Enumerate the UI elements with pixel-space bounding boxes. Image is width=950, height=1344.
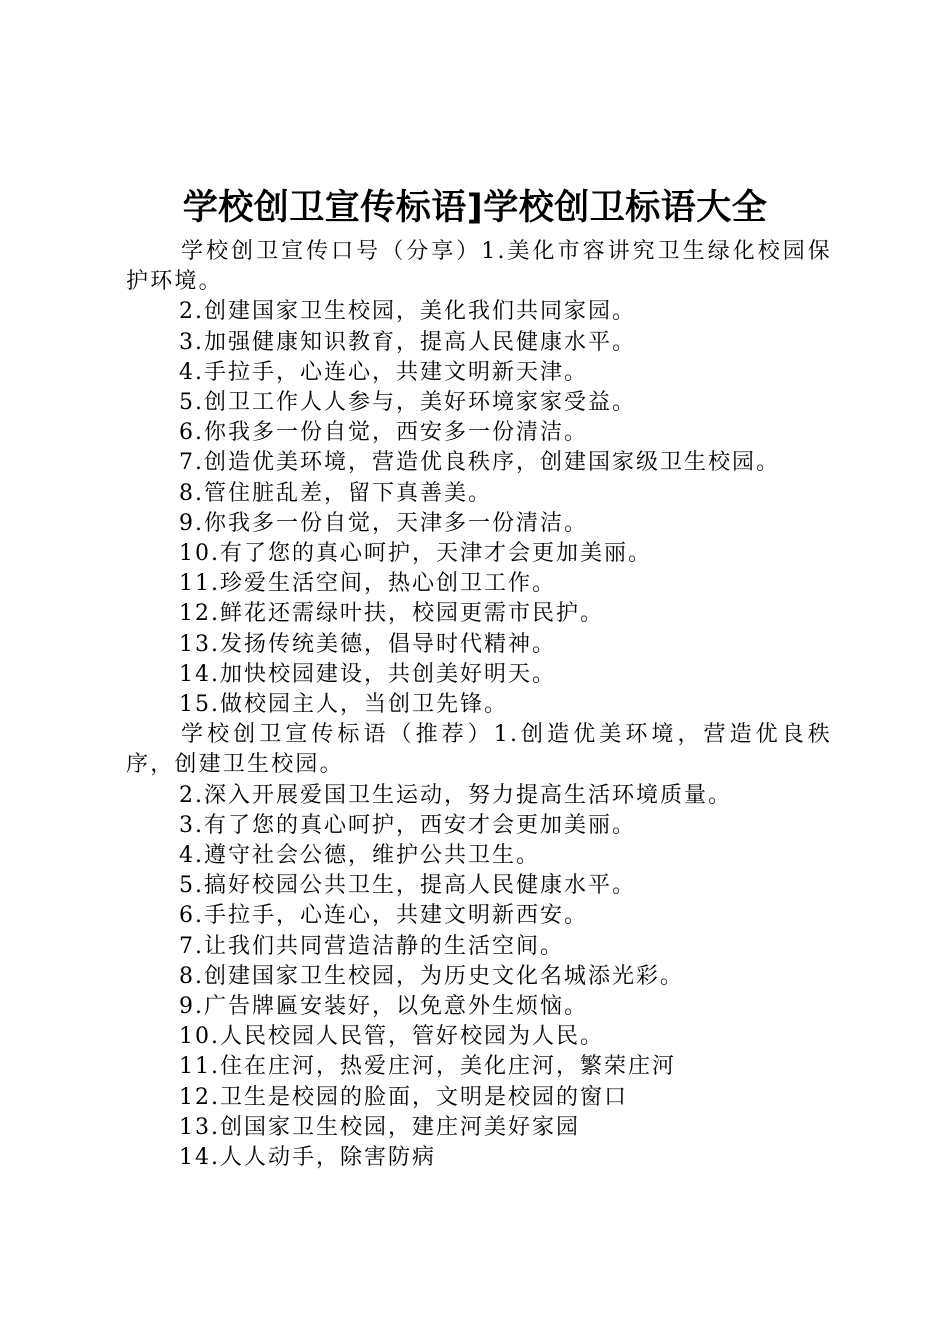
section-1-intro: 学校创卫宣传口号（分享）1.美化市容讲究卫生绿化校园保护环境。 — [126, 239, 832, 295]
section-1-list-item: 14.加快校园建设，共创美好明天。 — [179, 661, 556, 687]
document-title: 学校创卫宣传标语]学校创卫标语大全 — [182, 188, 768, 228]
section-1-list-item: 5.创卫工作人人参与，美好环境家家受益。 — [179, 390, 636, 416]
section-1-list-item: 12.鲜花还需绿叶扶，校园更需市民护。 — [179, 601, 604, 627]
document-body — [126, 237, 832, 1173]
section-1-list-item: 6.你我多一份自觉，西安多一份清洁。 — [179, 420, 588, 446]
section-2-list-item: 5.搞好校园公共卫生，提高人民健康水平。 — [179, 873, 636, 899]
section-1-list-item: 15.做校园主人，当创卫先锋。 — [179, 692, 508, 718]
section-2-list — [126, 781, 832, 1174]
section-2-list-item: 12.卫生是校园的脸面，文明是校园的窗口 — [179, 1084, 628, 1110]
section-1-list-item: 2.创建国家卫生校园，美化我们共同家园。 — [179, 299, 636, 325]
section-2-list-item: 7.让我们共同营造洁静的生活空间。 — [179, 933, 564, 959]
section-2-list-item: 6.手拉手，心连心，共建文明新西安。 — [179, 903, 588, 929]
section-1-list-item: 4.手拉手，心连心，共建文明新天津。 — [179, 359, 588, 385]
section-2-intro: 学校创卫宣传标语（推荐）1.创造优美环境，营造优良秩序，创建卫生校园。 — [126, 722, 832, 778]
section-1-list-item: 10.有了您的真心呵护，天津才会更加美丽。 — [179, 541, 652, 567]
section-2-list-item: 2.深入开展爱国卫生运动，努力提高生活环境质量。 — [179, 782, 732, 808]
section-1-list-item: 13.发扬传统美德，倡导时代精神。 — [179, 631, 556, 657]
section-2-list-item: 13.创国家卫生校园，建庄河美好家园 — [179, 1114, 580, 1140]
section-2-list-item: 11.住在庄河，热爱庄河，美化庄河，繁荣庄河 — [179, 1054, 676, 1080]
section-1-list-item: 7.创造优美环境，营造优良秩序，创建国家级卫生校园。 — [179, 450, 780, 476]
section-2-list-item: 3.有了您的真心呵护，西安才会更加美丽。 — [179, 812, 636, 838]
section-1-list — [126, 297, 832, 720]
section-1-list-item: 8.管住脏乱差，留下真善美。 — [179, 480, 492, 506]
section-2-list-item: 9.广告牌匾安装好，以免意外生烦恼。 — [179, 994, 588, 1020]
section-2-list-item: 4.遵守社会公德，维护公共卫生。 — [179, 843, 540, 869]
section-2-list-item: 10.人民校园人民管，管好校园为人民。 — [179, 1024, 604, 1050]
section-1-list-item: 11.珍爱生活空间，热心创卫工作。 — [179, 571, 556, 597]
section-1-list-item: 9.你我多一份自觉，天津多一份清洁。 — [179, 510, 588, 536]
section-1-list-item: 3.加强健康知识教育，提高人民健康水平。 — [179, 329, 636, 355]
section-2-list-item: 14.人人动手，除害防病 — [179, 1145, 436, 1171]
section-2-list-item: 8.创建国家卫生校园，为历史文化名城添光彩。 — [179, 963, 684, 989]
